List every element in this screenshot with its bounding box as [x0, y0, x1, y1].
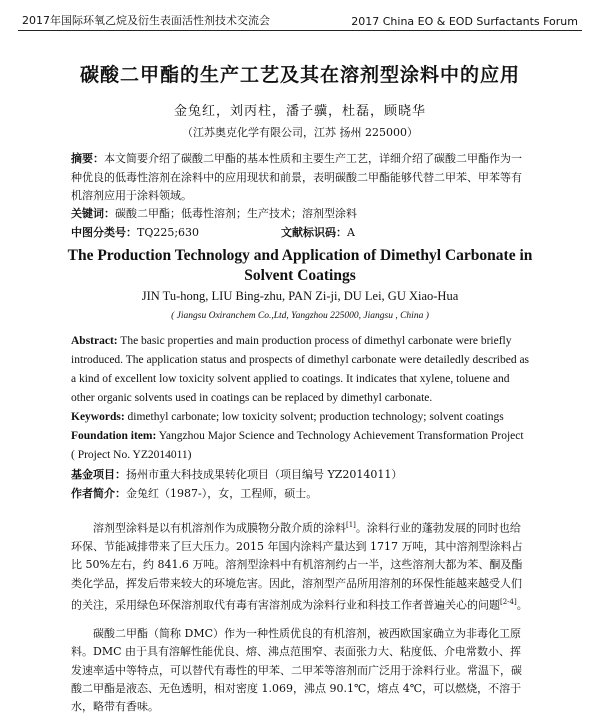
en-abstract-text: The basic properties and main production process of dimethyl carbonate were briefly introduced. The application status and prospects of dimethyl carbonate were detailedly described as a kind of excellent low toxicity solvent applied to coatings. It indicates that xylene, toluene and other organic solvents used in coatings can be replaced by dimethyl carbonate. [71, 335, 530, 404]
body-p1-part1: 溶剂型涂料是以有机溶剂作为成膜物分散介质的涂料 [93, 521, 346, 535]
author-bio-text: 金兔红（1987-），女，工程师，硕士。 [126, 487, 318, 500]
body-paragraph-1 [71, 516, 530, 615]
citation-1: [1] [346, 521, 356, 529]
english-keywords [71, 408, 530, 427]
abstract-label: 摘要： [71, 152, 104, 165]
en-abstract-label: Abstract: [71, 335, 118, 347]
header-divider [18, 30, 582, 31]
header-left: 2017年国际环氧乙烷及衍生表面活性剂技术交流会 [22, 14, 270, 27]
foundation-label: Foundation item: [71, 430, 157, 442]
body-paragraph-2: 碳酸二甲酯（简称 DMC）作为一种性质优良的有机溶剂，被西欧国家确立为非毒化工原料。DMC 由于具有溶解性能优良、熔、沸点范围窄、表面张力大、粘度低、介电常数小、挥发速率适中等特点，可以替代有毒性的甲苯、二甲苯等溶剂而广泛用于涂料行业。常温下，碳酸二甲酯是液态、无色透明，相对密度 1.069，沸点 90.1℃，熔点 4℃，可以燃烧，不溶于水，略带有香味。 [71, 627, 522, 714]
fund-text: 扬州市重大科技成果转化项目（项目编号 YZ2014011） [126, 468, 403, 481]
en-keywords-label: Keywords: [71, 411, 125, 423]
chinese-affiliation: （江苏奥克化学有限公司，江苏 扬州 225000） [182, 126, 418, 139]
doc-code: A [347, 226, 355, 239]
keywords-label: 关键词： [71, 207, 115, 220]
clc-code: TQ225;630 [137, 226, 200, 239]
citation-2-4: [2-4] [500, 597, 517, 606]
english-title: The Production Technology and Application of Dimethyl Carbonate in Solvent Coatings [67, 247, 533, 284]
chinese-abstract [71, 150, 530, 206]
foundation-item [71, 427, 530, 465]
body-p1-part2: 。涂料行业的蓬勃发展的同时也给环保、节能减排带来了巨大压力。2015 年国内涂料产量达到 1717 万吨，其中溶剂型涂料占比 50%左右，约 841.6 万吨。溶剂型涂料中有机溶剂约占一半，这些溶剂大都为苯、酮及酯类化学品，挥发后带来较大的环境危害。因此，溶剂型产品所用溶剂的环保性能越来越受人们的关注，采用绿色环保溶剂取代有毒有害溶剂成为涂料行业和科技工作者普遍关心的问题 [71, 521, 523, 612]
en-keywords-text: dimethyl carbonate; low toxicity solvent; production technology; solvent coatings [127, 411, 504, 423]
clc-label: 中图分类号： [71, 226, 137, 239]
foundation-text: Yangzhou Major Science and Technology Achievement Transformation Project ( Project No. YZ2014011) [71, 430, 524, 461]
english-authors: JIN Tu-hong, LIU Bing-zhu, PAN Zi-ji, DU Lei, GU Xiao-Hua [141, 289, 459, 303]
author-bio [71, 485, 530, 504]
header-right: 2017 China EO & EOD Surfactants Forum [351, 15, 578, 28]
chinese-keywords [71, 205, 530, 224]
doc-code-label: 文献标识码： [281, 226, 347, 239]
chinese-title: 碳酸二甲酯的生产工艺及其在溶剂型涂料中的应用 [79, 64, 520, 86]
body-p1-part3: 。 [516, 598, 528, 612]
fund-label: 基金项目： [71, 468, 126, 481]
fund-project [71, 466, 530, 485]
english-affiliation: ( Jiangsu Oxiranchem Co.,Ltd, Yangzhou 225000, Jiangsu , China ) [171, 311, 429, 321]
classification-line [71, 224, 530, 243]
keywords-text: 碳酸二甲酯；低毒性溶剂；生产技术；溶剂型涂料 [115, 207, 357, 220]
author-bio-label: 作者简介： [71, 487, 126, 500]
abstract-text: 本文简要介绍了碳酸二甲酯的基本性质和主要生产工艺，详细介绍了碳酸二甲酯作为一种优良的低毒性溶剂在涂料中的应用现状和前景，表明碳酸二甲酯能够代替二甲苯、甲苯等有机溶剂应用于涂料领域。 [71, 152, 522, 202]
english-abstract [71, 332, 530, 408]
chinese-authors: 金兔红，刘丙柱，潘子骥，杜磊，顾晓华 [173, 104, 426, 119]
running-header [22, 8, 578, 28]
